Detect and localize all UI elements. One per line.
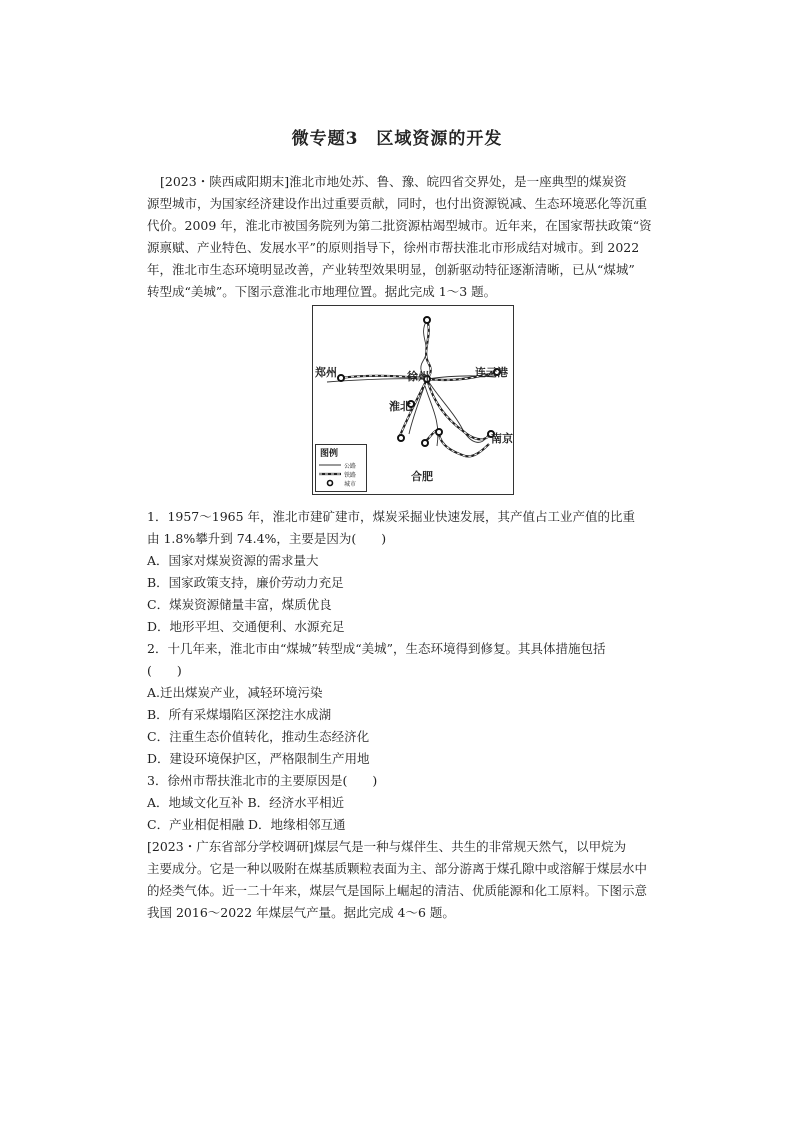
intro2-line-3: 的烃类气体。近一二十年来，煤层气是国际上崛起的清洁、优质能源和化工原料。下图示意 [147,883,648,898]
legend-city-label: 城市 [344,481,357,488]
city-label-zhengzhou: 郑州 [315,366,337,379]
intro1-line-3: 代价。2009 年，淮北市被国务院列为第二批资源枯竭型城市。近年来，在国家帮扶政策“资 [147,218,652,233]
location-map [312,305,514,495]
page-title: 微专题3 区域资源的开发 [291,129,503,149]
q2-option-a: A.迁出煤炭产业，减轻环境污染 [147,685,323,700]
q2-option-b: B．所有采煤塌陷区深挖注水成湖 [147,707,332,722]
q2-option-d: D．建设环境保护区，严格限制生产用地 [147,751,370,766]
intro1-line-4: 源禀赋、产业特色、发展水平”的原则指导下，徐州市帮扶淮北市形成结对城市。到 2022 [147,240,640,255]
q3-stem: 3．徐州市帮扶淮北市的主要原因是( ) [147,773,378,788]
q1-stem-line-1: 1．1957～1965 年，淮北市建矿建市，煤炭采掘业快速发展，其产值占工业产值的比重 [147,509,636,524]
city-label-huaibei: 淮北 [389,400,411,413]
city-label-xuzhou: 徐州 [407,370,429,383]
legend-symbols [316,445,366,491]
q1-option-d: D．地形平坦、交通便利、水源充足 [147,619,345,634]
intro1-line-2: 源型城市，为国家经济建设作出过重要贡献，同时，也付出资源锐减、生态环境恶化等沉重 [147,196,648,211]
legend-title: 图例 [320,449,339,459]
city-label-nanjing: 南京 [491,432,513,445]
city-label-hefei: 合肥 [411,470,433,483]
q1-option-b: B．国家政策支持，廉价劳动力充足 [147,575,344,590]
city-label-lianyungang: 连云港 [475,366,508,379]
q1-stem-line-2: 由 1.8%攀升到 74.4%，主要是因为( ) [147,531,387,546]
intro1-line-1: [2023・陕西咸阳期末]淮北市地处苏、鲁、豫、皖四省交界处，是一座典型的煤炭资 [160,174,627,189]
legend-railway-label: 铁路 [344,472,357,479]
intro2-line-1: [2023・广东省部分学校调研]煤层气是一种与煤伴生、共生的非常规天然气，以甲烷为 [147,839,627,854]
q3-option-ab: A．地域文化互补 B．经济水平相近 [147,795,345,810]
q3-option-cd: C．产业相促相融 D．地缘相邻互通 [147,817,346,832]
intro2-line-2: 主要成分。它是一种以吸附在煤基质颗粒表面为主、部分游离于煤孔隙中或溶解于煤层水中 [147,861,648,876]
q2-option-c: C．注重生态价值转化，推动生态经济化 [147,729,370,744]
intro1-line-5: 年，淮北市生态环境明显改善，产业转型效果明显，创新驱动特征逐渐清晰，已从“煤城” [147,262,635,277]
intro1-line-6: 转型成“美城”。下图示意淮北市地理位置。据此完成 1～3 题。 [147,284,497,299]
q2-stem-line-2: ( ) [147,663,182,678]
q1-option-c: C．煤炭资源储量丰富，煤质优良 [147,597,332,612]
q1-option-a: A．国家对煤炭资源的需求量大 [147,553,319,568]
map-legend [315,444,367,492]
intro2-line-4: 我国 2016～2022 年煤层气产量。据此完成 4～6 题。 [147,905,455,920]
legend-road-label: 公路 [344,463,357,470]
q2-stem-line-1: 2．十几年来，淮北市由“煤城”转型成“美城”，生态环境得到修复。其具体措施包括 [147,641,606,656]
